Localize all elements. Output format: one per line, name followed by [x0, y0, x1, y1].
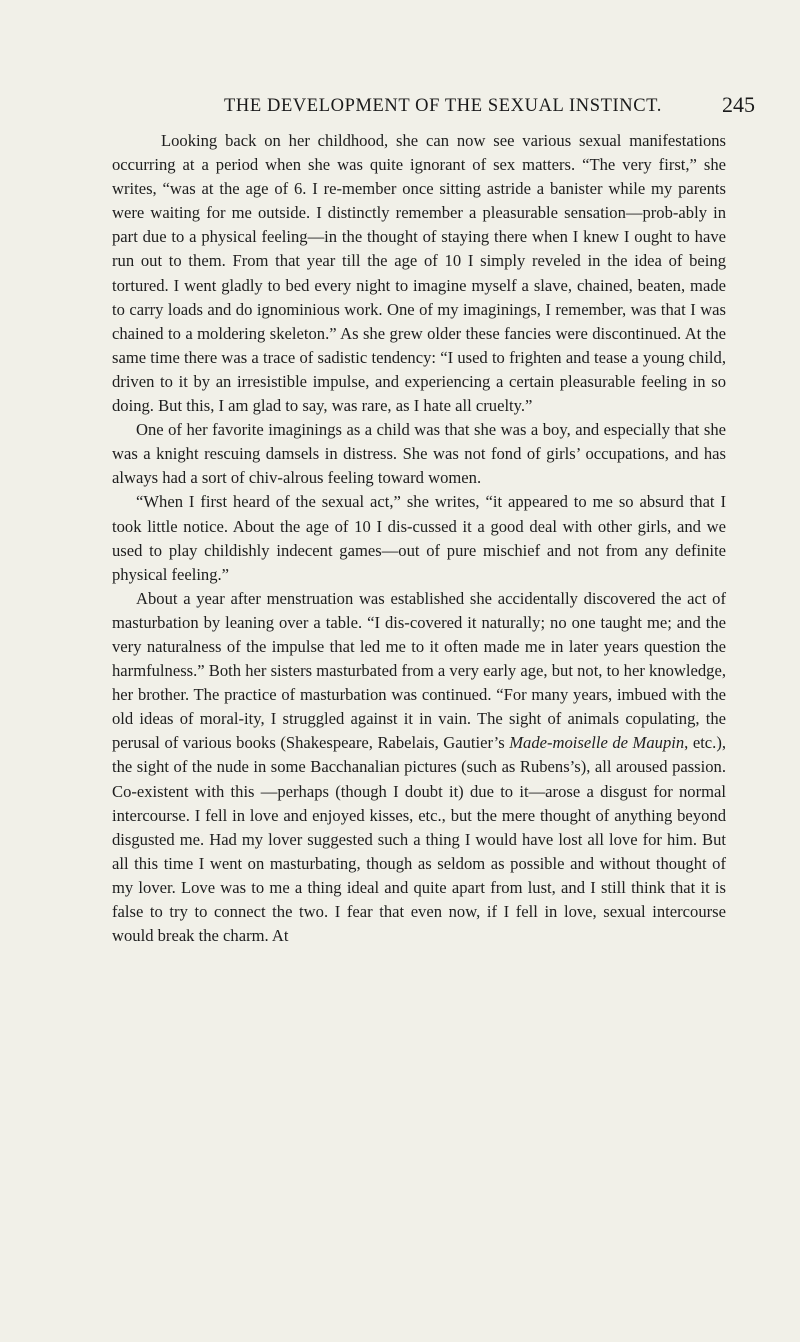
- page-number: 245: [722, 92, 755, 117]
- paragraph-knight-imaginings: One of her favorite imaginings as a child was that she was a boy, and especially that she was a knight rescuing damsels in distress. She was not fond of girls’ occupations, and has always had a sort of chiv-alrous feeling toward women.: [112, 420, 726, 488]
- paragraph-childhood-manifestations: Looking back on her childhood, she can now see various sexual manifestations occurring at a period when she was quite ignorant of sex matters. “The very first,” she writes, “was at the age of 6. I re-member once sitting astride a banister while my parents were waiting for me outside. I distinctly remember a pleasurable sensation—prob-ably in part due to a physical feeling—in the thought of staying there when I knew I ought to have run out to them. From that year till the age of 10 I simply reveled in the idea of being tortured. I went gladly to bed every night to imagine myself a slave, chained, beaten, made to carry loads and do ignominious work. One of my imaginings, I remember, was that I was chained to a moldering skeleton.” As she grew older these fancies were discontinued. At the same time there was a trace of sadistic tendency: “I used to frighten and tease a young child, driven to it by an irresistible impulse, and experiencing a certain pleasurable feeling in so doing. But this, I am glad to say, was rare, as I hate all cruelty.”: [112, 131, 726, 416]
- paragraph-masturbation-text-after: , etc.), the sight of the nude in some Bacchanalian pictures (such as Rubens’s), all aroused passion. Co-existent with this —perhaps (though I doubt it) due to it—arose a disgust for normal intercourse. I fell in love and enjoyed kisses, etc., but the mere thought of anything beyond disgusted me. Had my lover suggested such a thing I would have lost all love for him. But all this time I went on masturbating, though as seldom as possible and without thought of my lover. Love was to me a thing ideal and quite apart from lust, and I still think that it is false to try to connect the two. I fear that even now, if I fell in love, sexual intercourse would break the charm. At: [112, 733, 726, 946]
- running-head-title: THE DEVELOPMENT OF THE SEXUAL INSTINCT.: [224, 96, 662, 116]
- paragraph-masturbation-text-before: About a year after menstruation was established she accidentally discovered the act of masturbation by leaning over a table. “I dis-covered it naturally; no one taught me; and the very naturalness of the impulse that led me to it often made me in later years question the harmfulness.” Both her sisters masturbated from a very early age, but not, to her knowledge, her brother. The practice of masturbation was continued. “For many years, imbued with the old ideas of moral-ity, I struggled against it in vain. The sight of animals copulating, the perusal of various books (Shakespeare, Rabelais, Gautier’s: [112, 588, 726, 753]
- book-title-italic: Made-moiselle de Maupin: [509, 733, 685, 753]
- body-text: [112, 129, 726, 948]
- paragraph-sexual-act-quote: “When I first heard of the sexual act,” she writes, “it appeared to me so absurd that I took little notice. About the age of 10 I dis-cussed it a good deal with other girls, and we used to play childishly indecent games—out of pure mischief and not from any definite physical feeling.”: [112, 492, 726, 584]
- paragraph-masturbation: [112, 587, 726, 948]
